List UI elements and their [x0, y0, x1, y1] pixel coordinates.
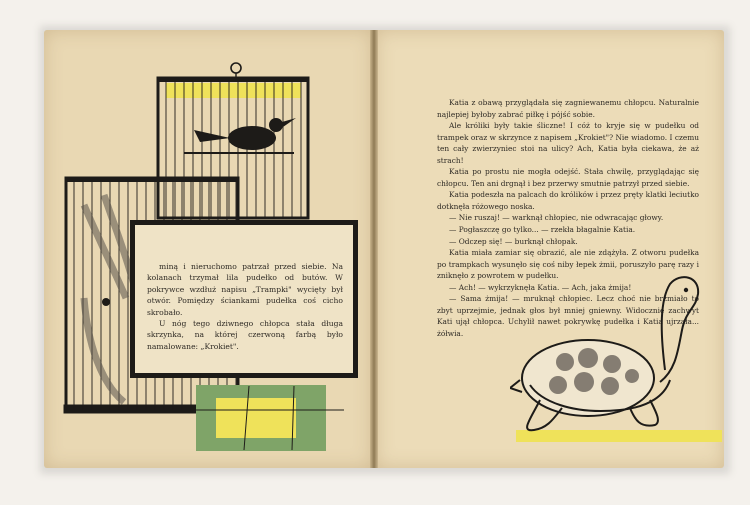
left-box-paragraph-2: U nóg tego dziwnego chłopca stała długa skrzynka, na której czerwoną farbą było namalowane: „Krokiet". [147, 319, 343, 351]
turtle-eye [684, 288, 688, 292]
right-paragraph: Ale króliki były takie śliczne! I cóż to kryje się w pudełku od trampek oraz w skrzynce z napisem „Krokiet"? Nie wiadomo. I czemu ten cały zwierzyniec stoi na ulicy? Ach, Katia była ciekawa, że aż strach! [437, 121, 699, 165]
right-paragraph: — Nie ruszaj! — warknął chłopiec, nie odwracając głowy. [449, 213, 664, 223]
green-block-yellow [216, 398, 296, 438]
right-paragraph: — Ach! — wykrzyknęła Katia. — Ach, jaka żmija! [449, 282, 632, 292]
left-box-text [147, 261, 343, 352]
right-paragraph: Katia podeszła na palcach do królików i przez pręty klatki leciutko dotknęła różowego noska. [437, 190, 699, 211]
cage-yellow-band [166, 83, 301, 98]
right-paragraph: Katia po prostu nie mogła odejść. Stała chwilę, przyglądając się chłopcu. Ten ani drgnął i bez przerwy smutnie patrzył przed siebie. [437, 167, 699, 188]
left-text-box [130, 220, 358, 378]
rabbit [84, 195, 134, 402]
turtle [510, 277, 698, 430]
right-paragraph: Katia z obawą przyglądała się zagniewanemu chłopcu. Naturalnie najlepiej byłoby zabrać piłkę i pójść sobie. [437, 98, 699, 119]
birdcage-bars [166, 80, 301, 218]
right-paragraph: — Sama żmija! — mruknął chłopiec. Lecz choć nie brzmiało to zbyt uprzejmie, jednak głos był mniej gniewny. Widocznie zachwyt Kati ujął chłopca. Uchylił nawet pokrywkę pudełka i Katia ujrzała... żółwia. [437, 294, 699, 338]
right-paragraph: — Odczep się! — burknął chłopak. [449, 236, 578, 246]
left-box-paragraph-1: miną i nieruchomo patrzał przed siebie. Na kolanach trzymał lila pudełko od butów. W pokrywce wzdłuż napisu „Trampki" wycięty był otwór. Pomiędzy ściankami pudełka coś cicho skrobało. [147, 262, 343, 317]
right-paragraph: Katia miała zamiar się obrazić, ale nie zdążyła. Z otworu pudełka po trampkach wysunęło się coś niby łepek żmii, poruszyło parę razy i zniknęło z powrotem w pudełku. [437, 248, 699, 281]
turtle-illustration [510, 270, 710, 440]
right-paragraph: — Pogłaszczę go tylko... — rzekła błagalnie Katia. [449, 225, 636, 235]
rabbit-eye [102, 298, 110, 306]
bird [184, 118, 296, 154]
